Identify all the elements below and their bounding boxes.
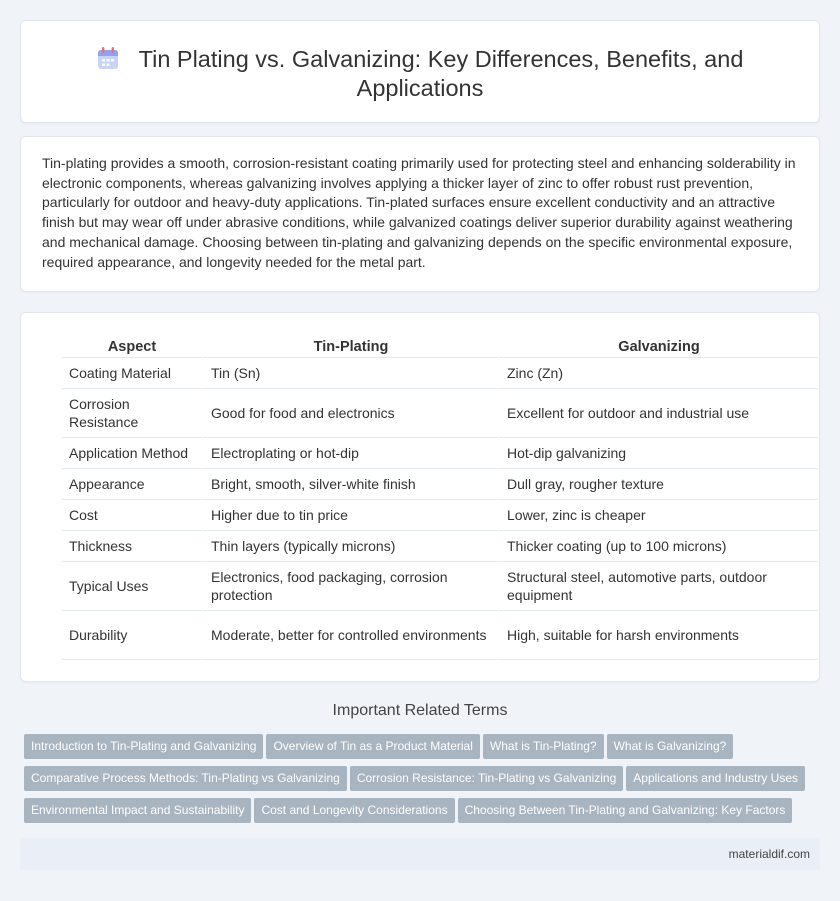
tag-link[interactable]: Comparative Process Methods: Tin-Plating vs Galvanizing [24, 766, 347, 791]
comparison-card [20, 312, 820, 682]
cell-galv: Lower, zinc is cheaper [498, 500, 818, 531]
tag-link[interactable]: Applications and Industry Uses [626, 766, 805, 791]
cell-tin: Thin layers (typically microns) [202, 531, 498, 562]
cell-tin: Good for food and electronics [202, 389, 498, 438]
cell-galv: Excellent for outdoor and industrial use [498, 389, 818, 438]
cell-galv: Structural steel, automotive parts, outdoor equipment [498, 562, 818, 611]
table-row [62, 438, 818, 469]
header-tin-plating: Tin-Plating [202, 335, 498, 358]
related-terms-title: Important Related Terms [332, 702, 508, 719]
footer-site[interactable]: materialdif.com [728, 847, 810, 861]
tag-link[interactable]: Overview of Tin as a Product Material [266, 734, 479, 759]
intro-paragraph: Tin-plating provides a smooth, corrosion-resistant coating primarily used for protecting steel and enhancing solderability in electronic components, whereas galvanizing involves applying a thicker layer of zinc to offer robust rust prevention, particularly for outdoor and heavy-duty applications. Tin-plated surfaces ensure excellent conductivity and an attractive finish but may wear off under abrasive conditions, while galvanized coatings deliver superior durability against weathering and mechanical damage. Choosing between tin-plating and galvanizing depends on the specific environmental exposure, required appearance, and longevity needed for the metal part. [42, 155, 796, 270]
cell-aspect: Thickness [62, 531, 202, 562]
tag-row-2 [24, 766, 808, 791]
table-row [62, 531, 818, 562]
table-row [62, 358, 818, 389]
tag-link[interactable]: What is Tin-Plating? [483, 734, 604, 759]
header-galvanizing: Galvanizing [498, 335, 818, 358]
cell-galv: Thicker coating (up to 100 microns) [498, 531, 818, 562]
tag-link[interactable]: What is Galvanizing? [607, 734, 734, 759]
table-header-row [62, 335, 818, 358]
table-row [62, 389, 818, 438]
comparison-table [62, 335, 818, 660]
intro-card [20, 136, 820, 292]
cell-galv: Zinc (Zn) [498, 358, 818, 389]
cell-aspect: Application Method [62, 438, 202, 469]
calendar-icon [97, 46, 119, 70]
tag-link[interactable]: Choosing Between Tin-Plating and Galvanizing: Key Factors [458, 798, 793, 823]
tag-link[interactable]: Corrosion Resistance: Tin-Plating vs Galvanizing [350, 766, 623, 791]
table-row [62, 500, 818, 531]
table-row [62, 469, 818, 500]
cell-tin: Moderate, better for controlled environments [202, 611, 498, 660]
cell-tin: Electroplating or hot-dip [202, 438, 498, 469]
cell-galv: High, suitable for harsh environments [498, 611, 818, 660]
cell-aspect: Coating Material [62, 358, 202, 389]
cell-tin: Electronics, food packaging, corrosion protection [202, 562, 498, 611]
header-aspect: Aspect [62, 335, 202, 358]
tag-link[interactable]: Environmental Impact and Sustainability [24, 798, 251, 823]
page-title-line1: Tin Plating vs. Galvanizing: Key Differences, Benefits, and [138, 46, 744, 72]
cell-aspect: Durability [62, 611, 202, 660]
table-row [62, 611, 818, 660]
cell-aspect: Appearance [62, 469, 202, 500]
title-wrap [21, 45, 819, 103]
cell-tin: Higher due to tin price [202, 500, 498, 531]
cell-galv: Hot-dip galvanizing [498, 438, 818, 469]
tag-row-1 [24, 734, 736, 759]
cell-aspect: Typical Uses [62, 562, 202, 611]
tag-link[interactable]: Cost and Longevity Considerations [254, 798, 454, 823]
cell-tin: Bright, smooth, silver-white finish [202, 469, 498, 500]
table-row [62, 562, 818, 611]
cell-aspect: Cost [62, 500, 202, 531]
cell-galv: Dull gray, rougher texture [498, 469, 818, 500]
tag-row-3 [24, 798, 795, 823]
tag-link[interactable]: Introduction to Tin-Plating and Galvanizing [24, 734, 263, 759]
title-card [20, 20, 820, 123]
cell-tin: Tin (Sn) [202, 358, 498, 389]
page-title-line2: Applications [356, 75, 484, 101]
footer [20, 838, 820, 870]
cell-aspect: Corrosion Resistance [62, 389, 202, 438]
